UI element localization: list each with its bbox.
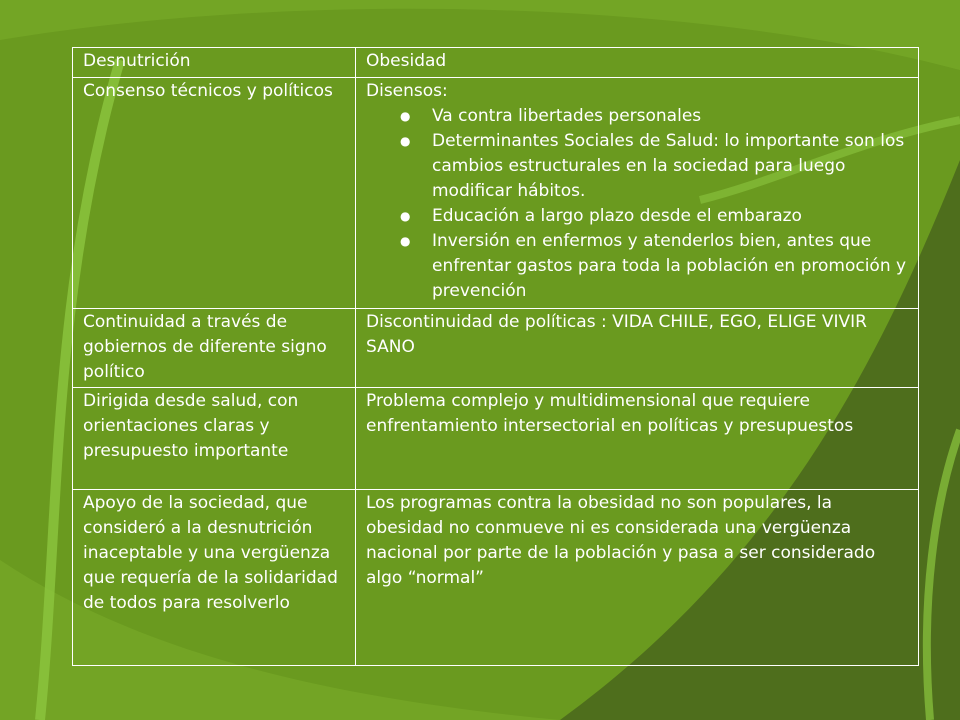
bullet-text: Inversión en enfermos y atenderlos bien, antes que enfrentar gastos para toda la población en promoción y prevención — [432, 231, 907, 301]
list-item — [366, 104, 908, 129]
cell-right-discontinuidad: Discontinuidad de políticas : VIDA CHILE, EGO, ELIGE VIVIR SANO — [356, 309, 919, 388]
table-header-row — [73, 48, 919, 78]
bullet-icon: ● — [400, 134, 411, 148]
bullet-icon: ● — [400, 234, 411, 248]
cell-left-consenso: Consenso técnicos y políticos — [73, 78, 356, 309]
list-item — [366, 229, 908, 304]
cell-left-continuidad: Continuidad a través de gobiernos de diferente signo político — [73, 309, 356, 388]
comparison-table — [72, 47, 919, 666]
bullet-text: Determinantes Sociales de Salud: lo importante son los cambios estructurales en la sociedad para luego modificar hábitos. — [432, 131, 905, 201]
list-item — [366, 204, 908, 229]
bullet-text: Va contra libertades personales — [432, 106, 702, 126]
cell-right-programas: Los programas contra la obesidad no son populares, la obesidad no conmueve ni es considerada una vergüenza nacional por parte de la población y pasa a ser considerado algo “normal” — [356, 490, 919, 666]
cell-right-disensos — [356, 78, 919, 309]
table-row — [73, 388, 919, 490]
bullet-icon: ● — [400, 109, 411, 123]
table-row — [73, 309, 919, 388]
bullet-icon: ● — [400, 209, 411, 223]
disensos-bullet-list — [366, 104, 908, 304]
table-row — [73, 490, 919, 666]
bullet-text: Educación a largo plazo desde el embarazo — [432, 206, 802, 226]
cell-left-apoyo: Apoyo de la sociedad, que consideró a la desnutrición inaceptable y una vergüenza que requería de la solidaridad de todos para resolverlo — [73, 490, 356, 666]
cell-right-problema: Problema complejo y multidimensional que requiere enfrentamiento intersectorial en políticas y presupuestos — [356, 388, 919, 490]
table-row — [73, 78, 919, 309]
disensos-title: Disensos: — [366, 81, 448, 101]
header-cell-obesidad: Obesidad — [356, 48, 919, 78]
header-cell-desnutricion: Desnutrición — [73, 48, 356, 78]
cell-left-dirigida: Dirigida desde salud, con orientaciones claras y presupuesto importante — [73, 388, 356, 490]
list-item — [366, 129, 908, 204]
